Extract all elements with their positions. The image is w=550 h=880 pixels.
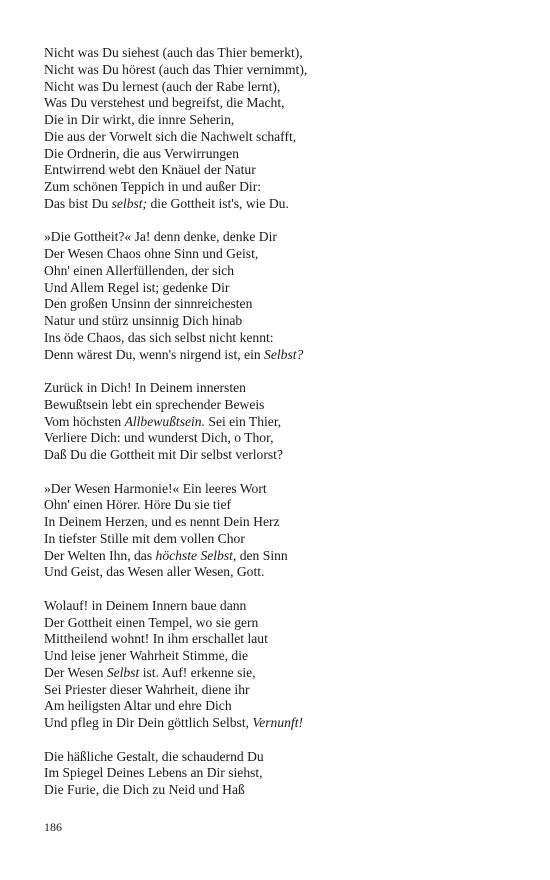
- stanza: [44, 45, 524, 213]
- stanza: [44, 380, 524, 464]
- verse-line: [44, 146, 524, 163]
- verse-text: Ohn' einen Allerfüllenden, der sich: [44, 262, 235, 278]
- verse-text: den Sinn: [236, 547, 288, 563]
- verse-line: [44, 548, 524, 565]
- verse-line: [44, 246, 524, 263]
- verse-line: [44, 179, 524, 196]
- verse-line: [44, 615, 524, 632]
- verse-text: Sei Priester dieser Wahrheit, diene ihr: [44, 681, 250, 697]
- verse-text: Der Wesen: [44, 664, 107, 680]
- poem-text: [44, 45, 524, 816]
- verse-text: Und pfleg in Dir Dein göttlich Selbst,: [44, 715, 253, 731]
- verse-text: Und leise jener Wahrheit Stimme, die: [44, 648, 249, 664]
- verse-line: [44, 665, 524, 682]
- verse-line: [44, 95, 524, 112]
- verse-text: Die aus der Vorwelt sich die Nachwelt schafft,: [44, 128, 297, 144]
- verse-line: [44, 196, 524, 213]
- verse-text: Natur und stürz unsinnig Dich hinab: [44, 313, 243, 329]
- verse-text: Die häßliche Gestalt, die schaudernd Du: [44, 748, 264, 764]
- verse-line: [44, 112, 524, 129]
- verse-line: [44, 45, 524, 62]
- verse-text: »Die Gottheit?« Ja! denn denke, denke Dir: [44, 229, 277, 245]
- italic-text: Selbst?: [264, 346, 304, 362]
- verse-text: Der Gottheit einen Tempel, wo sie gern: [44, 614, 259, 630]
- italic-text: höchste Selbst,: [155, 547, 237, 563]
- verse-line: [44, 598, 524, 615]
- verse-line: [44, 430, 524, 447]
- verse-text: Und Geist, das Wesen aller Wesen, Gott.: [44, 564, 265, 580]
- verse-text: Bewußtsein lebt ein sprechender Beweis: [44, 396, 265, 412]
- verse-text: Im Spiegel Deines Lebens an Dir siehst,: [44, 765, 263, 781]
- verse-text: Die Furie, die Dich zu Neid und Haß: [44, 782, 245, 798]
- verse-text: Die in Dir wirkt, die innre Seherin,: [44, 112, 235, 127]
- verse-text: Sei ein Thier,: [204, 413, 282, 429]
- verse-text: Verliere Dich: und wunderst Dich, o Thor,: [44, 430, 274, 446]
- verse-text: Den großen Unsinn der sinnreichesten: [44, 296, 253, 312]
- verse-line: [44, 380, 524, 397]
- verse-text: Vom höchsten: [44, 413, 125, 429]
- stanza: [44, 598, 524, 732]
- verse-text: Am heiligsten Altar und ehre Dich: [44, 698, 232, 714]
- verse-line: [44, 414, 524, 431]
- verse-line: [44, 129, 524, 146]
- verse-text: Ohn' einen Hörer. Höre Du sie tief: [44, 497, 232, 513]
- verse-line: [44, 497, 524, 514]
- verse-line: [44, 447, 524, 464]
- verse-text: Nicht was Du siehest (auch das Thier bemerkt),: [44, 45, 303, 60]
- verse-text: Entwirrend webt den Knäuel der Natur: [44, 162, 256, 178]
- verse-line: [44, 79, 524, 96]
- verse-text: ist. Auf! erkenne sie,: [139, 664, 256, 680]
- verse-text: In Deinem Herzen, und es nennt Dein Herz: [44, 514, 280, 530]
- verse-text: Denn wärest Du, wenn's nirgend ist, ein: [44, 346, 265, 362]
- verse-text: Wolauf! in Deinem Innern baue dann: [44, 597, 247, 613]
- verse-text: »Der Wesen Harmonie!« Ein leeres Wort: [44, 480, 267, 496]
- verse-line: [44, 682, 524, 699]
- verse-line: [44, 330, 524, 347]
- verse-line: [44, 514, 524, 531]
- stanza: [44, 481, 524, 582]
- verse-text: Was Du verstehest und begreifst, die Macht,: [44, 95, 285, 111]
- verse-text: Nicht was Du lernest (auch der Rabe lernt),: [44, 78, 281, 94]
- verse-text: Das bist Du: [44, 195, 112, 211]
- italic-text: Vernunft!: [252, 715, 304, 731]
- italic-text: Selbst: [106, 664, 140, 680]
- verse-text: die Gottheit ist's, wie Du.: [147, 195, 289, 211]
- verse-line: [44, 229, 524, 246]
- verse-line: [44, 749, 524, 766]
- verse-text: Daß Du die Gottheit mit Dir selbst verlorst?: [44, 447, 283, 463]
- verse-text: Ins öde Chaos, das sich selbst nicht kennt:: [44, 329, 274, 345]
- verse-line: [44, 481, 524, 498]
- verse-line: [44, 564, 524, 581]
- verse-line: [44, 765, 524, 782]
- verse-line: [44, 631, 524, 648]
- verse-text: Nicht was Du hörest (auch das Thier vernimmt),: [44, 61, 308, 77]
- verse-text: Die Ordnerin, die aus Verwirrungen: [44, 145, 239, 161]
- verse-text: Der Welten Ihn, das: [44, 547, 156, 563]
- verse-line: [44, 347, 524, 364]
- verse-text: Und Allem Regel ist; gedenke Dir: [44, 279, 230, 295]
- verse-text: Zum schönen Teppich in und außer Dir:: [44, 179, 262, 194]
- verse-line: [44, 313, 524, 330]
- verse-text: In tiefster Stille mit dem vollen Chor: [44, 530, 245, 546]
- verse-line: [44, 280, 524, 297]
- verse-line: [44, 162, 524, 179]
- verse-line: [44, 698, 524, 715]
- verse-line: [44, 296, 524, 313]
- verse-line: [44, 782, 524, 799]
- verse-line: [44, 62, 524, 79]
- verse-text: Mittheilend wohnt! In ihm erschallet laut: [44, 631, 268, 647]
- verse-line: [44, 715, 524, 732]
- verse-text: Zurück in Dich! In Deinem innersten: [44, 380, 246, 396]
- verse-line: [44, 397, 524, 414]
- verse-line: [44, 648, 524, 665]
- verse-text: Der Wesen Chaos ohne Sinn und Geist,: [44, 246, 259, 262]
- page-number: 186: [44, 820, 62, 834]
- italic-text: Allbewußtsein.: [124, 413, 205, 429]
- italic-text: selbst;: [111, 195, 148, 211]
- stanza: [44, 229, 524, 363]
- verse-line: [44, 531, 524, 548]
- verse-line: [44, 263, 524, 280]
- stanza: [44, 749, 524, 799]
